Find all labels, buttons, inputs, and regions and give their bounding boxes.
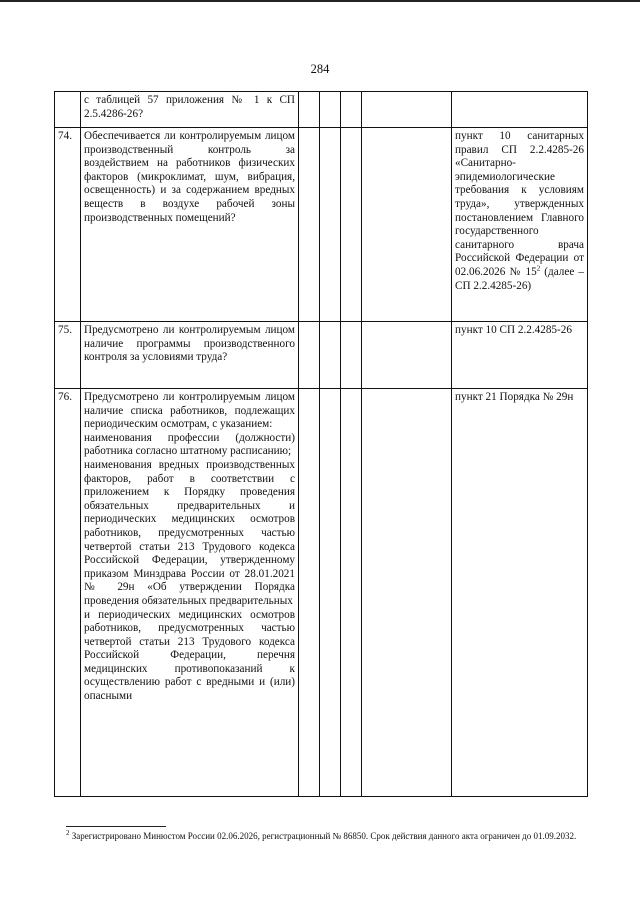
notes-cell	[362, 389, 452, 797]
answer-no-cell	[320, 92, 341, 128]
footnote-text: Зарегистрировано Минюстом России 02.06.2026, регистрационный № 86850. Срок действия данного акта ограничен до 01.09.2032.	[69, 831, 577, 841]
row-number: 75.	[55, 322, 81, 389]
notes-cell	[362, 128, 452, 322]
answer-yes-cell	[299, 128, 320, 322]
question-cell: Предусмотрено ли контролируемым лицом наличие списка работников, подлежащих периодическим осмотрам, с указанием: наименования профессии (должности) работника согласно штатному расписанию; наименования вредных производственных факторов, работ в соответствии с приложением к Порядку проведения обязательных предварительных и периодических медицинских осмотров работников, предусмотренных частью четвертой статьи 213 Трудового кодекса Российской Федерации, утвержденному приказом Минздрава России от 28.01.2021 № 29н «Об утверждении Порядка проведения обязательных предварительных и периодических медицинских осмотров работников, предусмотренных частью четвертой статьи 213 Трудового кодекса Российской Федерации, перечня медицинских противопоказаний к осуществлению работ с вредными и (или) опасными	[81, 389, 299, 797]
footnote-mark: 2	[66, 829, 70, 837]
reference-cell: пункт 21 Порядка № 29н	[452, 389, 588, 797]
table-row	[55, 92, 588, 128]
answer-yes-cell	[299, 322, 320, 389]
footnote-reference-mark: 2	[536, 264, 541, 273]
reference-text: пункт 10 санитарных правил СП 2.2.4285-26 «Санитарно-эпидемиологические требования к условиям труда», утвержденных постановлением Главного государственного санитарного врача Российской Федерации от 02.06.2026 № 15	[455, 130, 584, 278]
reference-cell	[452, 92, 588, 128]
table-row	[55, 389, 588, 797]
answer-no-cell	[320, 322, 341, 389]
answer-na-cell	[341, 92, 362, 128]
answer-na-cell	[341, 322, 362, 389]
question-cell: Обеспечивается ли контролируемым лицом производственный контроль за воздействием на работников физических факторов (микроклимат, шум, вибрация, освещенность) и за содержанием вредных веществ в воздухе рабочей зоны производственных помещений?	[81, 128, 299, 322]
notes-cell	[362, 322, 452, 389]
row-number	[55, 92, 81, 128]
footnote-separator	[66, 826, 166, 827]
question-cell: с таблицей 57 приложения № 1 к СП 2.5.4286-26?	[81, 92, 299, 128]
answer-no-cell	[320, 128, 341, 322]
notes-cell	[362, 92, 452, 128]
footnote	[66, 830, 586, 842]
checklist-table	[54, 91, 588, 797]
answer-no-cell	[320, 389, 341, 797]
reference-cell	[452, 128, 588, 322]
table-row	[55, 322, 588, 389]
answer-yes-cell	[299, 389, 320, 797]
question-cell: Предусмотрено ли контролируемым лицом наличие программы производственного контроля за условиями труда?	[81, 322, 299, 389]
answer-na-cell	[341, 389, 362, 797]
table-row	[55, 128, 588, 322]
answer-yes-cell	[299, 92, 320, 128]
answer-na-cell	[341, 128, 362, 322]
page-top-border	[0, 0, 640, 2]
row-number: 74.	[55, 128, 81, 322]
reference-cell: пункт 10 СП 2.2.4285-26	[452, 322, 588, 389]
reference-text-tail: (далее – СП 2.2.4285-26)	[455, 265, 584, 292]
page-number: 284	[310, 62, 330, 76]
row-number: 76.	[55, 389, 81, 797]
